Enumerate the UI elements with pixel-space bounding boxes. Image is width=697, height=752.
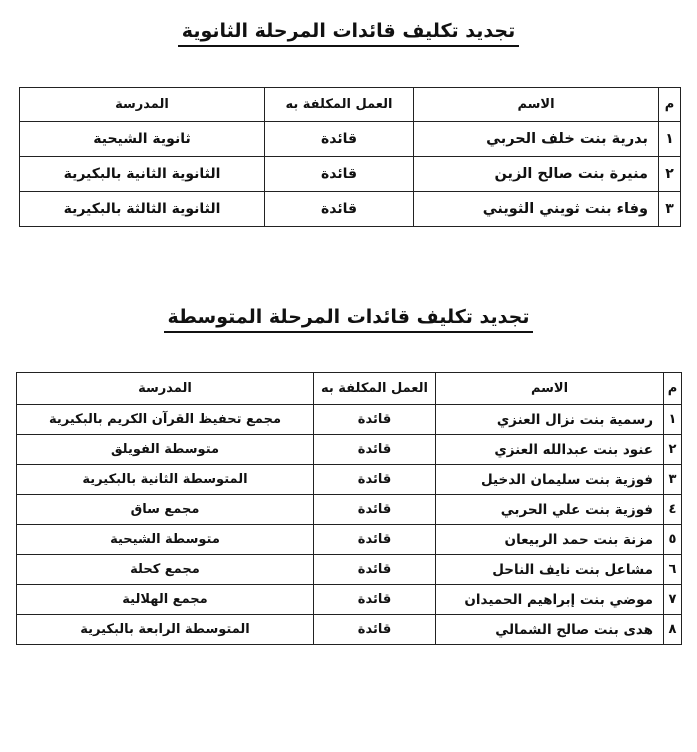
- section1-title: تجديد تكليف قائدات المرحلة الثانوية: [0, 20, 697, 42]
- role-cell: قائدة: [314, 495, 436, 525]
- table-row: [17, 405, 682, 435]
- header-num: م: [664, 373, 682, 405]
- school-cell: ثانوية الشيحية: [20, 122, 265, 157]
- name-cell: وفاء بنت ثويني الثويني: [414, 192, 659, 227]
- table-row: [17, 525, 682, 555]
- role-cell: قائدة: [314, 615, 436, 645]
- header-name: الاسم: [436, 373, 664, 405]
- school-cell: مجمع كحلة: [17, 555, 314, 585]
- name-cell: عنود بنت عبدالله العنزي: [436, 435, 664, 465]
- table-row: [17, 465, 682, 495]
- num-cell: ٤: [664, 495, 682, 525]
- table-body: [17, 405, 682, 645]
- table-row: [17, 555, 682, 585]
- secondary-leaders-table: [19, 87, 681, 227]
- num-cell: ١: [659, 122, 681, 157]
- num-cell: ١: [664, 405, 682, 435]
- name-cell: مشاعل بنت نايف الناحل: [436, 555, 664, 585]
- section2-title: تجديد تكليف قائدات المرحلة المتوسطة: [0, 306, 697, 328]
- name-cell: بدرية بنت خلف الحربي: [414, 122, 659, 157]
- intermediate-leaders-table: [16, 372, 682, 645]
- table-row: [17, 495, 682, 525]
- school-cell: متوسطة الفويلق: [17, 435, 314, 465]
- role-cell: قائدة: [314, 585, 436, 615]
- role-cell: قائدة: [265, 122, 414, 157]
- table-row: [17, 615, 682, 645]
- role-cell: قائدة: [265, 192, 414, 227]
- table-body: [20, 122, 681, 227]
- name-cell: فوزية بنت سليمان الدخيل: [436, 465, 664, 495]
- name-cell: هدى بنت صالح الشمالي: [436, 615, 664, 645]
- name-cell: رسمية بنت نزال العنزي: [436, 405, 664, 435]
- school-cell: الثانوية الثانية بالبكيرية: [20, 157, 265, 192]
- name-cell: موضي بنت إبراهيم الحميدان: [436, 585, 664, 615]
- table-row: [20, 192, 681, 227]
- num-cell: ٨: [664, 615, 682, 645]
- school-cell: الثانوية الثالثة بالبكيرية: [20, 192, 265, 227]
- role-cell: قائدة: [314, 525, 436, 555]
- school-cell: المتوسطة الرابعة بالبكيرية: [17, 615, 314, 645]
- header-role: العمل المكلفة به: [265, 88, 414, 122]
- role-cell: قائدة: [314, 405, 436, 435]
- table-row: [20, 122, 681, 157]
- school-cell: مجمع ساق: [17, 495, 314, 525]
- name-cell: فوزية بنت علي الحربي: [436, 495, 664, 525]
- header-num: م: [659, 88, 681, 122]
- role-cell: قائدة: [314, 465, 436, 495]
- header-school: المدرسة: [20, 88, 265, 122]
- num-cell: ٥: [664, 525, 682, 555]
- role-cell: قائدة: [314, 555, 436, 585]
- header-school: المدرسة: [17, 373, 314, 405]
- role-cell: قائدة: [265, 157, 414, 192]
- table-row: [17, 585, 682, 615]
- num-cell: ٢: [659, 157, 681, 192]
- school-cell: المتوسطة الثانية بالبكيرية: [17, 465, 314, 495]
- school-cell: متوسطة الشيحية: [17, 525, 314, 555]
- table-row: [17, 435, 682, 465]
- role-cell: قائدة: [314, 435, 436, 465]
- num-cell: ٣: [664, 465, 682, 495]
- num-cell: ٣: [659, 192, 681, 227]
- table-row: [20, 157, 681, 192]
- num-cell: ٢: [664, 435, 682, 465]
- header-role: العمل المكلفة به: [314, 373, 436, 405]
- header-name: الاسم: [414, 88, 659, 122]
- school-cell: مجمع الهلالية: [17, 585, 314, 615]
- school-cell: مجمع تحفيظ القرآن الكريم بالبكيرية: [17, 405, 314, 435]
- num-cell: ٦: [664, 555, 682, 585]
- name-cell: منيرة بنت صالح الزين: [414, 157, 659, 192]
- num-cell: ٧: [664, 585, 682, 615]
- table-header-row: [17, 373, 682, 405]
- name-cell: مزنة بنت حمد الربيعان: [436, 525, 664, 555]
- table-header-row: [20, 88, 681, 122]
